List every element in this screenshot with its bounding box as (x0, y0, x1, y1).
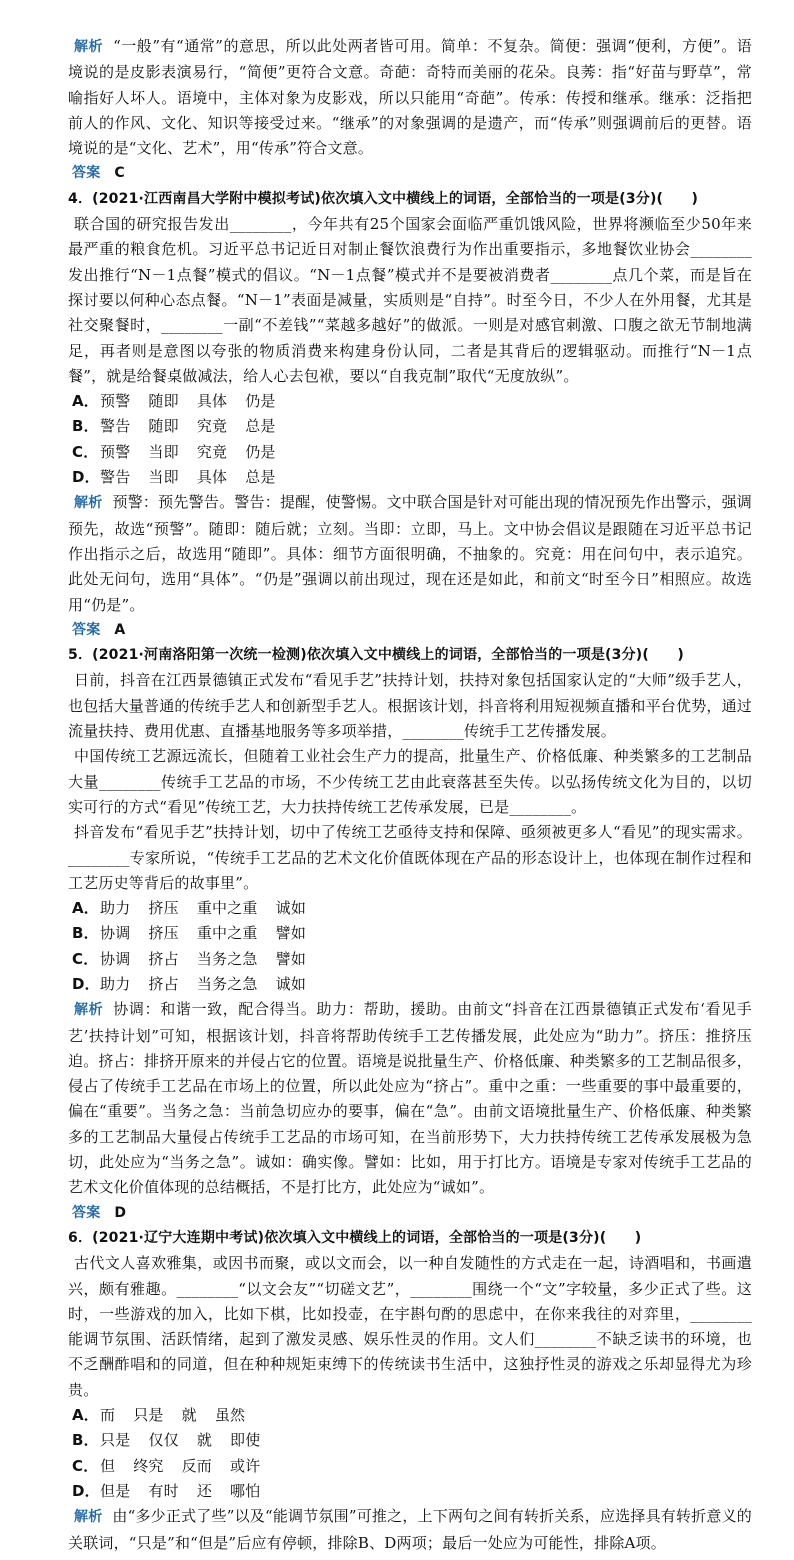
option-word: 预警 (100, 392, 131, 411)
option-word: 总是 (245, 417, 276, 436)
option-word: 预警 (100, 442, 131, 461)
option-letter: B． (72, 417, 99, 436)
option-word: 协调 (100, 949, 131, 968)
answer-label: 答案 (72, 165, 101, 182)
option-letter: D． (72, 468, 100, 487)
option-word: 只是 (100, 1431, 131, 1450)
q4-passage: 联合国的研究报告发出________，今年共有25个国家会面临严重饥饿风险，世界将濒临至少50年来最严重的粮食危机。习近平总书记近日对制止餐饮浪费行为作出重要指示，多地餐饮业协会________发出推行“N－1点餐”模式的倡议。“N－1点餐”模式并不是要被消费者________点几个菜，而是旨在探讨要以何种心态点餐。“N－1”表面是减量，实质则是“自持”。时至今日，不少人在外用餐，尤其是社交聚餐时，________一副“不差钱”“菜越多越好”的做派。一则是对感官刺激、口腹之欲无节制地满足，再者则是意图以夸张的物质消费来构建身份认同，二者是其背后的逻辑驱动。而推行“N－1点餐”，就是给餐桌做减法，给人心去包袱，要以“自我克制”取代“无度放纵”。 (68, 215, 752, 385)
q3-analysis (68, 34, 752, 161)
option-word: 仍是 (245, 442, 276, 461)
q3-analysis-text: “一般”有“通常”的意思，所以此处两者皆可用。简单：不复杂。简便：强调“便利，方便”。语境说的是皮影表演易行，“简便”更符合文意。奇葩：奇特而美丽的花朵。良莠：指“好苗与野草”，常喻指好人坏人。语境中，主体对象为皮影戏，所以只能用“奇葩”。传承：传授和继承。继承：泛指把前人的作风、文化、知识等接受过来。“继承”的对象强调的是遗产，而“传承”则强调前后的更替。语境说的是“文化、艺术”，用“传承”符合文意。 (68, 37, 752, 158)
option-word: 而 (100, 1406, 116, 1425)
q5-option-b (68, 921, 752, 946)
option-word: 重中之重 (196, 924, 258, 943)
option-word: 终究 (133, 1456, 164, 1475)
option-word: 就 (181, 1406, 197, 1425)
q4-option-a (68, 389, 752, 414)
q5-option-d (68, 972, 752, 997)
q5-passage-3: 抖音发布“看见手艺”扶持计划，切中了传统工艺亟待支持和保障、亟须被更多人“看见”的现实需求。________专家所说，“传统手工艺品的艺术文化价值既体现在产品的形态设计上，也体现在制作过程和工艺历史等背后的故事里”。 (68, 823, 752, 892)
q6-option-c (68, 1454, 752, 1479)
option-word: 譬如 (275, 949, 307, 968)
q4-option-b (68, 414, 752, 439)
option-word: 譬如 (275, 924, 307, 943)
option-word: 当即 (148, 468, 179, 487)
answer-label: 答案 (72, 621, 101, 638)
option-word: 或许 (230, 1456, 261, 1475)
option-letter: B． (72, 1431, 99, 1450)
q6-heading: 6．(2021·辽宁大连期中考试)依次填入文中横线上的词语，全部恰当的一项是(3分)( ) (68, 1229, 642, 1246)
option-word: 总是 (245, 468, 276, 487)
option-word: 但 (100, 1456, 116, 1475)
q5-passage-2: 中国传统工艺源远流长，但随着工业社会生产力的提高，批量生产、价格低廉、种类繁多的工艺制品大量________传统手工艺品的市场，不少传统工艺由此衰落甚至失传。以弘扬传统文化为目的，以切实可行的方式“看见”传统工艺，大力扶持传统工艺传承发展，已是________。 (68, 747, 752, 816)
option-word: 挤占 (148, 974, 179, 993)
option-word: 有时 (148, 1481, 179, 1500)
option-word: 具体 (196, 468, 228, 487)
option-letter: A． (72, 899, 100, 918)
q6-analysis-text: 由“多少正式了些”以及“能调节氛围”可推之，上下两句之间有转折关系，应选择具有转折意义的关联词，“只是”和“但是”后应有停顿，排除B、D两项；最后一处应为可能性，排除A项。 (68, 1507, 752, 1552)
option-word: 挤压 (148, 899, 179, 918)
analysis-label: 解析 (74, 495, 103, 512)
q6-passage: 古代文人喜欢雅集，或因书而聚，或以文而会，以一种自发随性的方式走在一起，诗酒唱和，书画遣兴，颇有雅趣。________“以文会友”“切磋文艺”，________围绕一个“文”字较量，多少正式了些。这时，一些游戏的加入，比如下棋，比如投壶，在宇斟句酌的思虑中，在你来我往的对弈里，________能调节氛围、活跃情绪，起到了激发灵感、娱乐性灵的作用。文人们________不缺乏读书的环境，也不乏酬酢唱和的同道，但在种种规矩束缚下的传统读书生活中，这独抒性灵的游戏之乐却显得尤为珍贵。 (68, 1254, 752, 1399)
option-word: 即使 (230, 1431, 261, 1450)
option-word: 挤占 (148, 949, 179, 968)
option-letter: C． (72, 1456, 99, 1475)
option-word: 当即 (148, 442, 179, 461)
q4-option-d (68, 465, 752, 490)
option-word: 还 (196, 1481, 213, 1500)
option-word: 但是 (100, 1481, 131, 1500)
option-word: 就 (196, 1431, 213, 1450)
q3-answer-value: C (114, 165, 125, 182)
q5-heading: 5．(2021·河南洛阳第一次统一检测)依次填入文中横线上的词语，全部恰当的一项是(3分)( ) (68, 647, 684, 664)
option-letter: D． (72, 1481, 100, 1500)
option-letter: A． (72, 392, 100, 411)
q4-answer-value: A (114, 621, 126, 638)
option-word: 究竟 (196, 417, 228, 436)
option-letter: D． (72, 974, 100, 993)
q4-analysis (68, 490, 752, 617)
option-letter: C． (72, 442, 99, 461)
option-word: 随即 (148, 417, 179, 436)
option-word: 反而 (181, 1456, 213, 1475)
analysis-label: 解析 (74, 39, 104, 55)
option-word: 协调 (100, 924, 131, 943)
q4-analysis-text: 预警：预先警告。警告：提醒，使警惕。文中联合国是针对可能出现的情况预先作出警示，强调预先，故选“预警”。随即：随后就；立刻。当即：立即，马上。文中协会倡议是跟随在习近平总书记作出指示之后，故选用“随即”。具体：细节方面很明确，不抽象的。究竟：用在问句中，表示追究。此处无问句，选用“具体”。“仍是”强调以前出现过，现在还是如此，和前文“时至今日”相照应。故选用“仍是”。 (68, 493, 753, 614)
q6-option-b (68, 1428, 752, 1453)
answer-label: 答案 (72, 1204, 101, 1221)
q4-heading: 4．(2021·江西南昌大学附中模拟考试)依次填入文中横线上的词语，全部恰当的一项是(3分)( ) (68, 190, 699, 207)
q5-analysis-text: 协调：和谐一致，配合得当。助力：帮助，援助。由前文“抖音在江西景德镇正式发布‘看见手艺’扶持计划”可知，根据该计划，抖音将帮助传统手工艺传播发展，此处应为“助力”。挤压：推挤压迫。挤占：排挤开原来的并侵占它的位置。语境是说批量生产、价格低廉、种类繁多的工艺制品很多，侵占了传统手工艺品在市场上的位置，所以此处应为“挤占”。重中之重：一些重要的事中最重要的，偏在“重要”。当务之急：当前急切应办的要事，偏在“急”。由前文语境批量生产、价格低廉、种类繁多的工艺制品大量侵占传统手工艺品的市场可知，在当前形势下，大力扶持传统工艺传承发展极为急切，此处应为“当务之急”。诚如：确实像。譬如：比如，用于打比方。语境是专家对传统手工艺品的艺术文化价值体现的总结概括，不是打比方，此处应为“诚如”。 (68, 1000, 753, 1197)
q5-option-a (68, 896, 752, 921)
option-word: 重中之重 (196, 899, 258, 918)
q5-passage-1: 日前，抖音在江西景德镇正式发布“看见手艺”扶持计划，扶持对象包括国家认定的“大师”级手艺人，也包括大量普通的传统手艺人和创新型手艺人。根据该计划，抖音将利用短视频直播和平台优势，通过流量扶持、费用优惠、直播基地服务等多项举措，________传统手工艺传播发展。 (68, 671, 753, 741)
option-word: 仍是 (245, 392, 276, 411)
option-word: 助力 (100, 899, 131, 918)
analysis-label: 解析 (74, 1002, 104, 1019)
q4-option-c (68, 440, 752, 465)
q5-answer (68, 1201, 752, 1226)
option-letter: A． (72, 1406, 100, 1425)
option-word: 究竟 (196, 442, 228, 461)
option-word: 仅仅 (148, 1431, 179, 1450)
q4-answer (68, 618, 752, 643)
option-word: 诚如 (275, 899, 307, 918)
q5-answer-value: D (114, 1204, 127, 1221)
option-word: 哪怕 (230, 1481, 261, 1500)
option-word: 当务之急 (196, 949, 258, 968)
q3-answer (68, 161, 752, 186)
option-letter: C． (72, 949, 99, 968)
document-page (68, 34, 752, 1556)
q6-option-a (68, 1403, 752, 1428)
option-word: 警告 (100, 468, 131, 487)
option-word: 只是 (133, 1406, 164, 1425)
q6-analysis (68, 1504, 752, 1556)
q6-option-d (68, 1479, 752, 1504)
option-word: 警告 (100, 417, 131, 436)
q5-analysis (68, 997, 752, 1200)
option-word: 助力 (100, 974, 131, 993)
option-word: 具体 (196, 392, 228, 411)
option-letter: B． (72, 924, 99, 943)
analysis-label: 解析 (74, 1509, 103, 1526)
option-word: 挤压 (148, 924, 179, 943)
option-word: 随即 (148, 392, 179, 411)
q5-option-c (68, 947, 752, 972)
option-word: 当务之急 (196, 974, 258, 993)
option-word: 虽然 (214, 1406, 246, 1425)
option-word: 诚如 (275, 974, 307, 993)
